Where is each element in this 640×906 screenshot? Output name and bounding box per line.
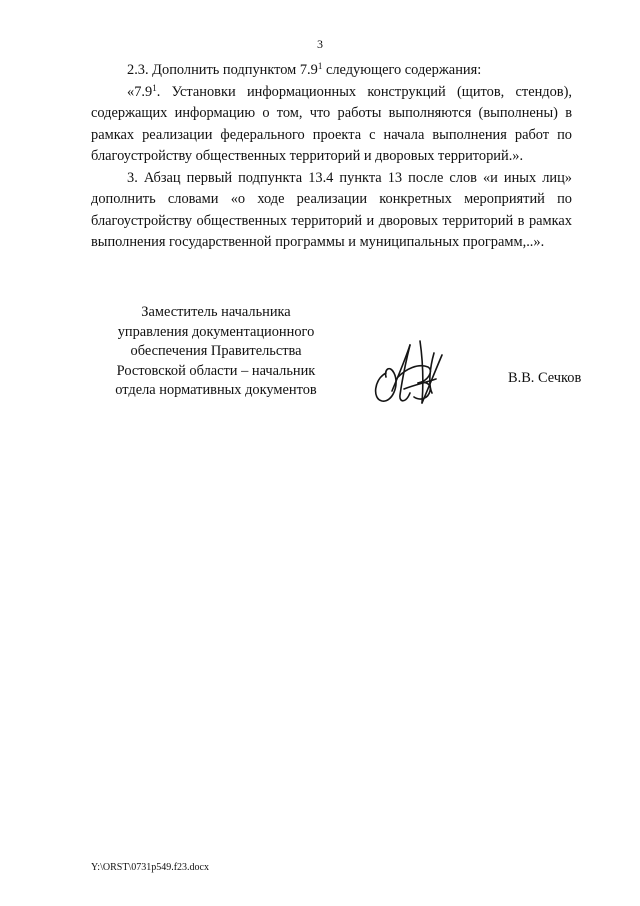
- document-body: [91, 60, 572, 254]
- paragraph-2-3-text: 2.3. Дополнить подпунктом 7.9: [127, 62, 318, 78]
- position-line: обеспечения Правительства: [130, 343, 302, 360]
- page-number: 3: [317, 37, 323, 51]
- paragraph-2-3-tail: следующего содержания:: [322, 62, 482, 78]
- superscript-index: 1: [152, 82, 157, 93]
- position-line: управления документационного: [117, 323, 315, 340]
- paragraph-7-9-1-text: . Установки информационных конструкций (щитов, стендов), содержащих информацию о том, что работы выполняются (выполнены) в рамках реализации федерального проекта с начала выполнения работ по благоустройству общественных территорий и дворовых территорий.».: [91, 83, 572, 164]
- file-path: Y:\ORST\0731p549.f23.docx: [91, 862, 209, 873]
- signatory-position: [100, 303, 332, 401]
- signer-name: В.В. Сечков: [508, 370, 582, 386]
- paragraph-7-9-1-label: «7.9: [127, 83, 153, 100]
- superscript-index: 1: [317, 61, 323, 71]
- position-line: отдела нормативных документов: [115, 382, 317, 399]
- paragraph-2-3: [91, 60, 572, 82]
- handwritten-signature: [366, 333, 452, 411]
- paragraph-3: 3. Абзац первый подпункта 13.4 пункта 13 после слов «и иных лиц» дополнить словами «о ходе реализации конкретных мероприятий по благоустройству общественных территорий и дворовых территорий в рамках выполнения государственной программы и муниципальных программ,..».: [91, 169, 572, 250]
- position-line: Заместитель начальника: [141, 304, 291, 320]
- position-line: Ростовской области – начальник: [116, 362, 316, 379]
- paragraph-7-9-1: [91, 82, 572, 168]
